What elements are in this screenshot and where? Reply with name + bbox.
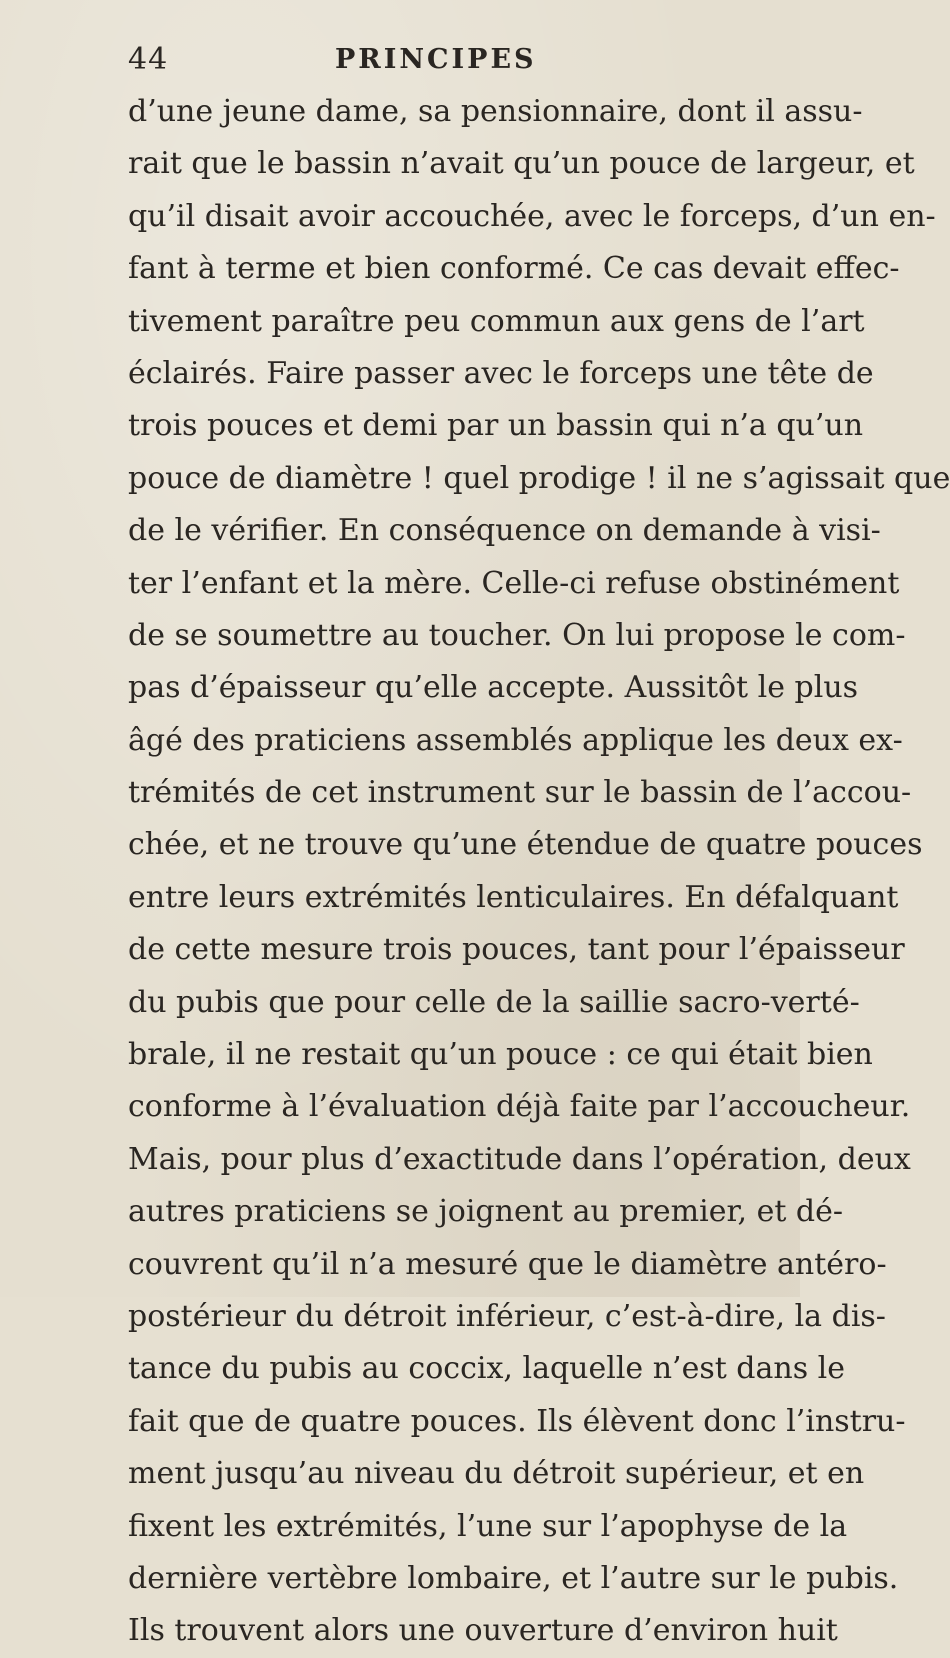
text-line: pas d’épaisseur qu’elle accepte. Aussitôt le plus xyxy=(128,670,859,706)
text-line: Ils trouvent alors une ouverture d’environ huit xyxy=(128,1613,838,1649)
body-text xyxy=(128,86,950,1658)
text-line: rait que le bassin n’avait qu’un pouce de largeur, et xyxy=(128,146,915,182)
text-line: tivement paraître peu commun aux gens de l’art xyxy=(128,303,865,339)
text-line: d’une jeune dame, sa pensionnaire, dont il assu- xyxy=(128,94,863,129)
running-head xyxy=(128,42,688,82)
page-number: 44 xyxy=(128,42,169,77)
text-line: éclairés. Faire passer avec le forceps une tête de xyxy=(128,355,874,391)
running-title: PRINCIPES xyxy=(335,44,537,75)
text-line: qu’il disait avoir accouchée, avec le forceps, d’un en- xyxy=(128,198,936,234)
text-line: dernière vertèbre lombaire, et l’autre sur le pubis. xyxy=(128,1560,899,1596)
text-line: trémités de cet instrument sur le bassin de l’accou- xyxy=(128,775,912,811)
text-line: du pubis que pour celle de la saillie sacro-verté- xyxy=(128,984,860,1020)
text-line: ter l’enfant et la mère. Celle-ci refuse obstinément xyxy=(128,565,900,601)
text-line: fait que de quatre pouces. Ils élèvent donc l’instru- xyxy=(128,1403,906,1439)
text-line: fixent les extrémités, l’une sur l’apophyse de la xyxy=(128,1508,848,1544)
text-line: de se soumettre au toucher. On lui propose le com- xyxy=(128,617,906,653)
text-line: âgé des praticiens assemblés applique les deux ex- xyxy=(128,722,903,758)
text-line: postérieur du détroit inférieur, c’est-à-dire, la dis- xyxy=(128,1298,886,1334)
text-line: fant à terme et bien conformé. Ce cas devait effec- xyxy=(128,251,900,287)
text-line: de cette mesure trois pouces, tant pour l’épaisseur xyxy=(128,932,905,968)
text-line: autres praticiens se joignent au premier, et dé- xyxy=(128,1194,844,1230)
text-line: Mais, pour plus d’exactitude dans l’opération, deux xyxy=(128,1141,911,1177)
text-line: ment jusqu’au niveau du détroit supérieur, et en xyxy=(128,1456,865,1492)
text-line: entre leurs extrémités lenticulaires. En défalquant xyxy=(128,879,899,915)
text-line: conforme à l’évaluation déjà faite par l’accoucheur. xyxy=(128,1089,911,1125)
text-line: brale, il ne restait qu’un pouce : ce qui était bien xyxy=(128,1037,873,1073)
text-line: de le vérifier. En conséquence on demande à visi- xyxy=(128,513,881,549)
text-line: couvrent qu’il n’a mesuré que le diamètre antéro- xyxy=(128,1246,887,1282)
text-line: tance du pubis au coccix, laquelle n’est dans le xyxy=(128,1351,845,1387)
text-line: trois pouces et demi par un bassin qui n’a qu’un xyxy=(128,408,864,444)
text-line: pouce de diamètre ! quel prodige ! il ne s’agissait que xyxy=(128,460,950,496)
text-line: chée, et ne trouve qu’une étendue de quatre pouces xyxy=(128,827,923,863)
